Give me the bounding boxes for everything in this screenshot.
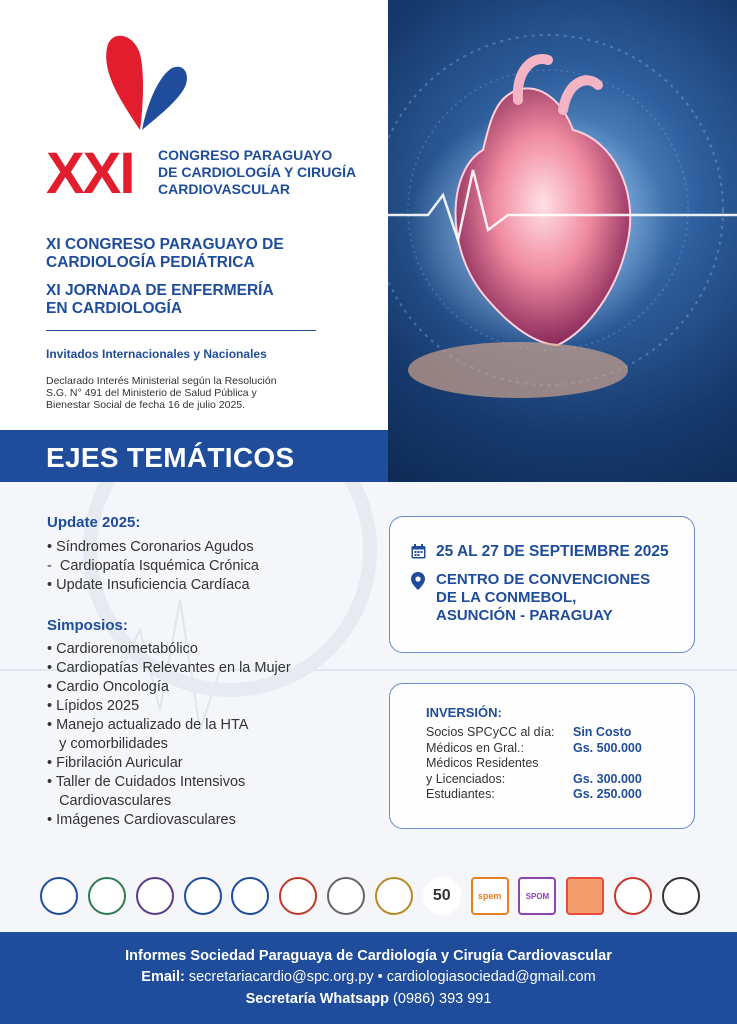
footer-email: Email: secretariacardio@spc.org.py • cardiologiasociedad@gmail.com	[141, 969, 596, 985]
sponsor-logo	[136, 877, 174, 915]
table-row: Socios SPCyCC al día: Sin Costo	[426, 725, 632, 739]
sponsor-logo	[40, 877, 78, 915]
list-item: • Cardiopatías Relevantes en la Mujer	[47, 660, 291, 676]
header-divider	[46, 330, 316, 331]
header-panel	[0, 0, 388, 430]
investment-title: INVERSIÓN:	[426, 705, 502, 720]
list-item: • Taller de Cuidados Intensivos	[47, 774, 246, 790]
simposios-title: Simposios:	[47, 617, 128, 634]
sponsor-logo	[566, 877, 604, 915]
list-item: • Cardiorenometabólico	[47, 641, 198, 657]
congress-logo-icon	[100, 30, 190, 140]
sponsor-logo	[231, 877, 269, 915]
calendar-icon	[411, 544, 426, 559]
sponsor-logo	[662, 877, 700, 915]
event-date: 25 AL 27 DE SEPTIEMBRE 2025	[436, 543, 669, 560]
sponsor-logo	[327, 877, 365, 915]
footer-info: Informes Sociedad Paraguaya de Cardiología y Cirugía Cardiovascular	[125, 948, 612, 964]
event-venue: CENTRO DE CONVENCIONES DE LA CONMEBOL, ASUNCIÓN - PARAGUAY	[436, 571, 651, 624]
heart-illustration	[388, 0, 737, 482]
sponsor-logo	[88, 877, 126, 915]
edition-number: XXI	[46, 141, 134, 206]
list-item: y comorbilidades	[47, 736, 168, 752]
list-item: • Update Insuficiencia Cardíaca	[47, 577, 250, 593]
sub-congress-titles: XI CONGRESO PARAGUAYO DE CARDIOLOGÍA PEDIÁTRICA XI JORNADA DE ENFERMERÍA EN CARDIOLOGÍA	[46, 236, 284, 317]
list-item: Cardiovasculares	[47, 793, 172, 809]
location-pin-icon	[411, 572, 425, 590]
simposios-list	[47, 640, 291, 830]
sponsor-logo-50: 50	[423, 877, 461, 915]
sponsor-logos	[40, 873, 700, 919]
update-title: Update 2025:	[47, 514, 141, 531]
table-row: y Licenciados: Gs. 300.000	[426, 771, 642, 786]
declared-interest-text: Declarado Interés Ministerial según la Resolución S.G. N° 491 del Ministerio de Salud Pública y Bienestar Social de fecha 16 de julio 2025.	[46, 375, 277, 411]
guests-label: Invitados Internacionales y Nacionales	[46, 347, 267, 361]
footer-whatsapp: Secretaría Whatsapp (0986) 393 991	[245, 991, 492, 1007]
congress-title: CONGRESO PARAGUAYO DE CARDIOLOGÍA Y CIRUGÍA CARDIOVASCULAR	[158, 147, 357, 197]
list-item: • Manejo actualizado de la HTA	[47, 717, 249, 733]
ejes-title: EJES TEMÁTICOS	[46, 442, 295, 473]
sponsor-logo	[184, 877, 222, 915]
sponsor-logo	[614, 877, 652, 915]
sponsor-logo	[279, 877, 317, 915]
list-item: • Imágenes Cardiovasculares	[47, 812, 236, 828]
list-item: • Síndromes Coronarios Agudos	[47, 539, 254, 555]
investment-table	[426, 725, 642, 803]
list-item: - Cardiopatía Isquémica Crónica	[47, 558, 259, 574]
list-item: • Cardio Oncología	[47, 679, 169, 695]
table-row: Médicos en Gral.: Gs. 500.000	[426, 740, 642, 755]
footer	[0, 932, 737, 1024]
hero-heart-image	[388, 0, 737, 482]
sponsor-logo-spom: SPOM	[518, 877, 556, 915]
update-list	[47, 538, 259, 595]
sponsor-logo-spem: spem	[471, 877, 509, 915]
list-item: • Fibrilación Auricular	[47, 755, 183, 771]
sponsor-logo	[375, 877, 413, 915]
list-item: • Lípidos 2025	[47, 698, 140, 714]
table-row: Médicos Residentes	[426, 756, 539, 770]
table-row: Estudiantes: Gs. 250.000	[426, 787, 642, 801]
